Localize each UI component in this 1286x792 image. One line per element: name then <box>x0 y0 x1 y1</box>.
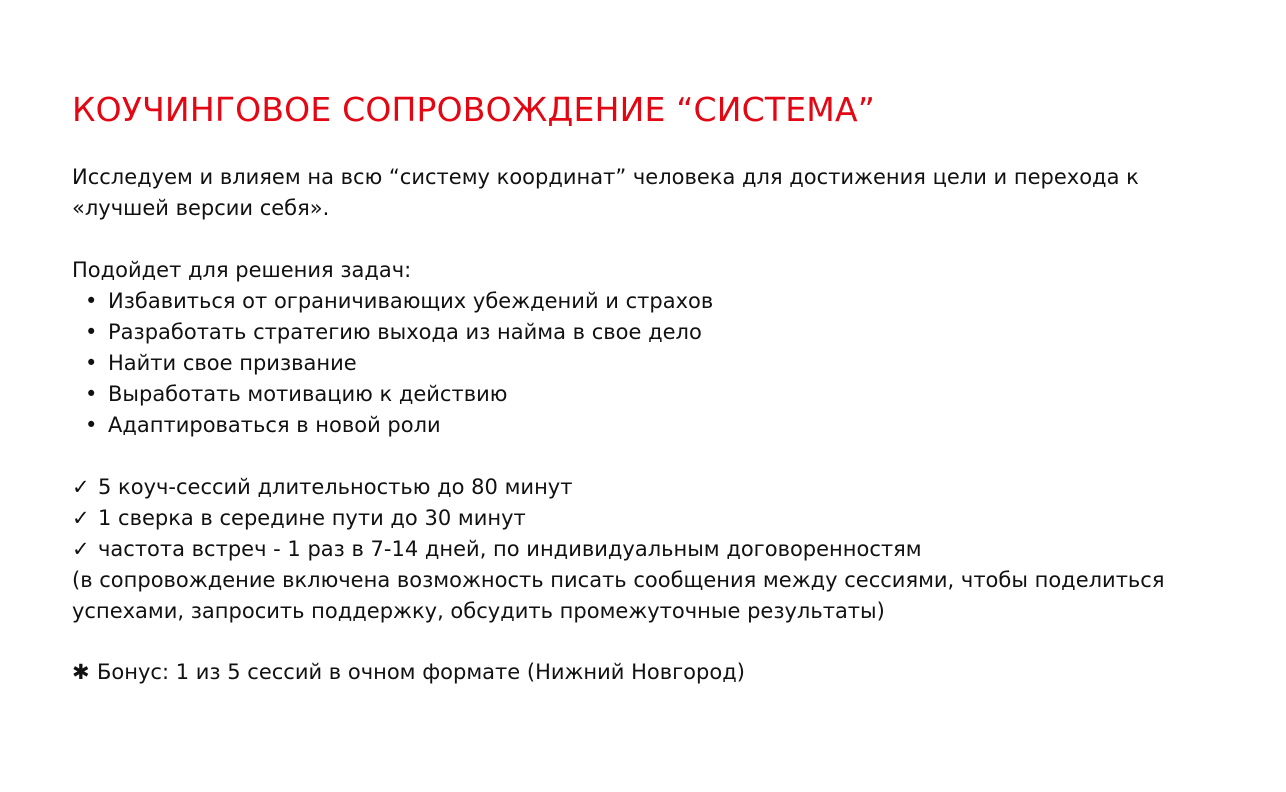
bullet-icon: • <box>85 413 98 437</box>
intro-paragraph: Исследуем и влияем на всю “систему координат” человека для достижения цели и перехода к «лучшей версии себя». <box>72 165 1139 220</box>
bullet-icon: • <box>85 289 98 313</box>
feature-text: частота встреч - 1 раз в 7-14 дней, по индивидуальным договоренностям <box>98 537 922 561</box>
tasks-heading <box>72 255 411 286</box>
list-item <box>72 317 713 348</box>
bonus-line <box>72 657 745 688</box>
feature-text: 5 коуч-сессий длительностью до 80 минут <box>98 475 573 499</box>
features-list <box>72 472 922 565</box>
task-text: Найти свое призвание <box>108 351 357 375</box>
checkmark-icon: ✓ <box>72 506 90 530</box>
list-item <box>72 286 713 317</box>
page-title: КОУЧИНГОВОЕ СОПРОВОЖДЕНИЕ “СИСТЕМА” <box>72 90 876 129</box>
task-text: Избавиться от ограничивающих убеждений и страхов <box>108 289 714 313</box>
task-text: Адаптироваться в новой роли <box>108 413 441 437</box>
features-note: (в сопровождение включена возможность писать сообщения между сессиями, чтобы поделиться успехами, запросить поддержку, обсудить промежуточные результаты) <box>72 568 1165 623</box>
bonus-text: Бонус: 1 из 5 сессий в очном формате (Нижний Новгород) <box>97 660 745 684</box>
list-item <box>72 348 713 379</box>
list-item <box>72 472 922 503</box>
asterisk-icon: ✱ <box>72 660 90 684</box>
task-text: Разработать стратегию выхода из найма в свое дело <box>108 320 702 344</box>
tasks-list <box>72 286 713 441</box>
task-text: Выработать мотивацию к действию <box>108 382 508 406</box>
tasks-heading-text: Подойдет для решения задач: <box>72 258 412 282</box>
checkmark-icon: ✓ <box>72 475 90 499</box>
bullet-icon: • <box>85 382 98 406</box>
bullet-icon: • <box>85 320 98 344</box>
list-item <box>72 503 922 534</box>
bullet-icon: • <box>85 351 98 375</box>
list-item <box>72 410 713 441</box>
service-card <box>72 88 1222 684</box>
list-item <box>72 534 922 565</box>
list-item <box>72 379 713 410</box>
checkmark-icon: ✓ <box>72 537 90 561</box>
feature-text: 1 сверка в середине пути до 30 минут <box>98 506 526 530</box>
